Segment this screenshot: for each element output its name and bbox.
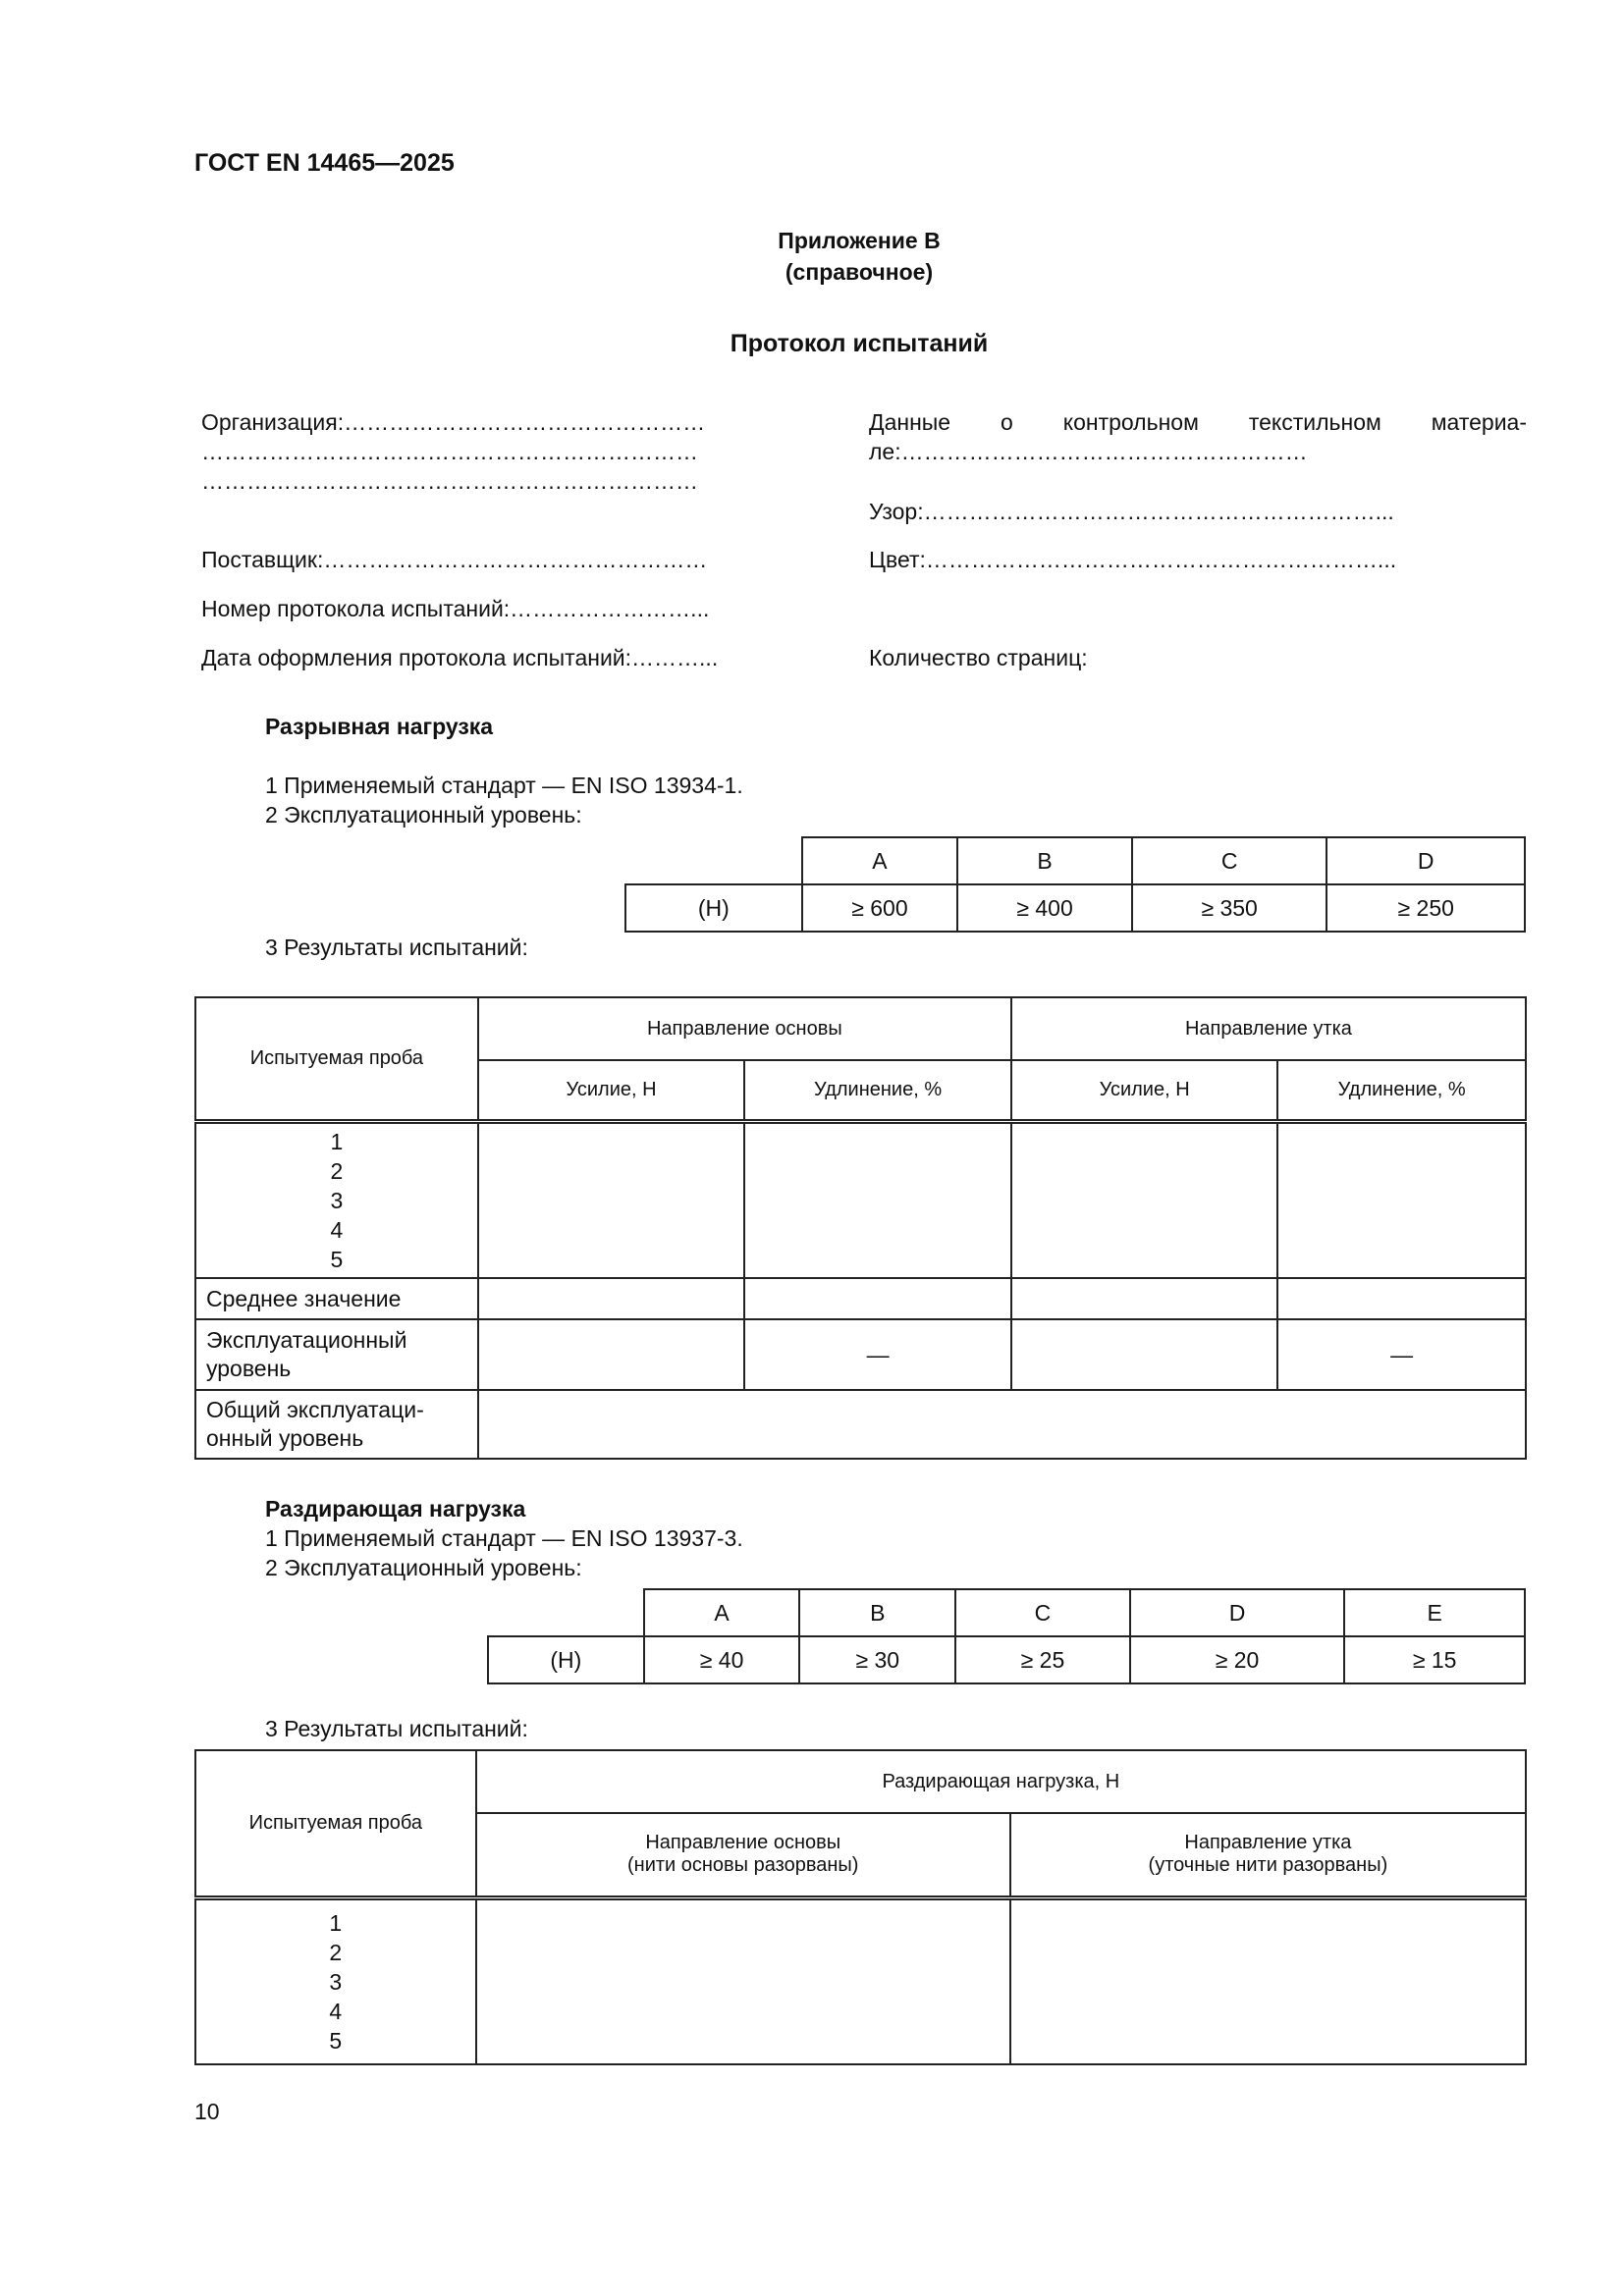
tearing-load-heading: Раздирающая нагрузка: [265, 1496, 526, 1522]
dash-cell: —: [744, 1319, 1011, 1390]
result-cell: [478, 1319, 744, 1390]
level-value: ≥ 15: [1344, 1636, 1525, 1683]
weft-direction-title: Направление утка: [1184, 1832, 1352, 1854]
result-cell: [478, 1121, 744, 1278]
color-field: Цвет:……………………………………………………...: [869, 547, 1397, 572]
sample-header: Испытуемая проба: [195, 997, 478, 1121]
weft-direction-note: (уточные нити разорваны): [1148, 1854, 1388, 1877]
level-label: D: [1326, 837, 1525, 884]
tearing-standard: 1 Применяемый стандарт — EN ISO 13937-3.: [265, 1525, 743, 1551]
sample-number: 1: [330, 1128, 344, 1154]
level-value: ≥ 400: [957, 884, 1132, 932]
result-cell: [476, 1897, 1010, 2064]
empty-corner: [625, 837, 802, 884]
level-label: D: [1130, 1589, 1345, 1636]
control-material-field: Данные о контрольном текстильном материа-: [869, 409, 1527, 435]
level-value: ≥ 20: [1130, 1636, 1345, 1683]
weft-direction-header: [1010, 1813, 1526, 1897]
result-cell: [744, 1278, 1011, 1319]
level-label: B: [799, 1589, 955, 1636]
level-label: A: [802, 837, 958, 884]
breaking-results-label: 3 Результаты испытаний:: [265, 934, 528, 960]
sample-number: 4: [330, 1216, 344, 1243]
organization-line-3: …………………………………………………………: [201, 468, 698, 494]
sample-number: 1: [329, 1909, 343, 1936]
protocol-number-field: Номер протокола испытаний:……………………...: [201, 596, 710, 621]
warp-direction-header: [476, 1813, 1010, 1897]
level-value: ≥ 350: [1132, 884, 1327, 932]
overall-level-label: Общий эксплуатаци-онный уровень: [195, 1390, 478, 1459]
overall-level-cell: [478, 1390, 1526, 1459]
level-value: ≥ 25: [955, 1636, 1130, 1683]
level-label: C: [1132, 837, 1327, 884]
document-code: ГОСТ EN 14465—2025: [194, 149, 455, 177]
control-material-line-2: ле:………………………………………………: [869, 439, 1308, 464]
elongation-header: Удлинение, %: [1277, 1060, 1526, 1121]
warp-direction-note: (нити основы разорваны): [627, 1854, 859, 1877]
mean-value-label: Среднее значение: [195, 1278, 478, 1319]
result-cell: [744, 1121, 1011, 1278]
unit-cell: (Н): [625, 884, 802, 932]
tearing-level-label: 2 Эксплуатационный уровень:: [265, 1555, 582, 1580]
level-value: ≥ 40: [644, 1636, 800, 1683]
level-value: ≥ 250: [1326, 884, 1525, 932]
sample-number: 3: [329, 1968, 343, 1995]
tear-load-header: Раздирающая нагрузка, Н: [476, 1750, 1526, 1813]
performance-level-label: Эксплуатационный уровень: [195, 1319, 478, 1390]
breaking-standard: 1 Применяемый стандарт — EN ISO 13934-1.: [265, 773, 743, 798]
force-header: Усилие, Н: [478, 1060, 744, 1121]
result-cell: [1011, 1121, 1277, 1278]
elongation-header: Удлинение, %: [744, 1060, 1011, 1121]
page-number: 10: [194, 2099, 220, 2124]
level-value: ≥ 600: [802, 884, 958, 932]
level-value: ≥ 30: [799, 1636, 955, 1683]
tearing-results-label: 3 Результаты испытаний:: [265, 1716, 528, 1741]
protocol-heading: Протокол испытаний: [730, 330, 989, 357]
supplier-field: Поставщик:……………………………………………: [201, 547, 708, 572]
annex-type: (справочное): [785, 259, 934, 285]
result-cell: [1011, 1319, 1277, 1390]
breaking-level-label: 2 Эксплуатационный уровень:: [265, 802, 582, 828]
breaking-load-heading: Разрывная нагрузка: [265, 714, 494, 739]
sample-numbers: [195, 1897, 476, 2064]
sample-number: 3: [330, 1187, 344, 1213]
tearing-results-table: [194, 1749, 1527, 2065]
pattern-field: Узор:……………………………………………………...: [869, 499, 1394, 524]
level-label: A: [644, 1589, 800, 1636]
empty-corner: [488, 1589, 644, 1636]
tearing-levels-table: [487, 1588, 1526, 1684]
organization-line-2: …………………………………………………………: [201, 439, 698, 464]
weft-direction-header: Направление утка: [1011, 997, 1526, 1060]
sample-number: 2: [330, 1157, 344, 1184]
organization-field: Организация:…………………………………………: [201, 409, 706, 435]
page-count-field: Количество страниц:: [869, 645, 1088, 670]
sample-number: 4: [329, 1998, 343, 2024]
protocol-date-field: Дата оформления протокола испытаний:………...: [201, 645, 719, 670]
force-header: Усилие, Н: [1011, 1060, 1277, 1121]
sample-number: 5: [329, 2027, 343, 2054]
warp-direction-header: Направление основы: [478, 997, 1011, 1060]
dash-cell: —: [1277, 1319, 1526, 1390]
warp-direction-title: Направление основы: [645, 1832, 841, 1854]
result-cell: [1277, 1278, 1526, 1319]
breaking-results-table: [194, 996, 1527, 1460]
result-cell: [1010, 1897, 1526, 2064]
unit-cell: (Н): [488, 1636, 644, 1683]
sample-numbers: [195, 1121, 478, 1278]
sample-number: 5: [330, 1246, 344, 1272]
breaking-levels-table: [624, 836, 1526, 933]
level-label: E: [1344, 1589, 1525, 1636]
sample-header: Испытуемая проба: [195, 1750, 476, 1897]
annex-title: Приложение В: [778, 228, 941, 253]
level-label: C: [955, 1589, 1130, 1636]
result-cell: [478, 1278, 744, 1319]
result-cell: [1277, 1121, 1526, 1278]
sample-number: 2: [329, 1939, 343, 1965]
result-cell: [1011, 1278, 1277, 1319]
level-label: B: [957, 837, 1132, 884]
